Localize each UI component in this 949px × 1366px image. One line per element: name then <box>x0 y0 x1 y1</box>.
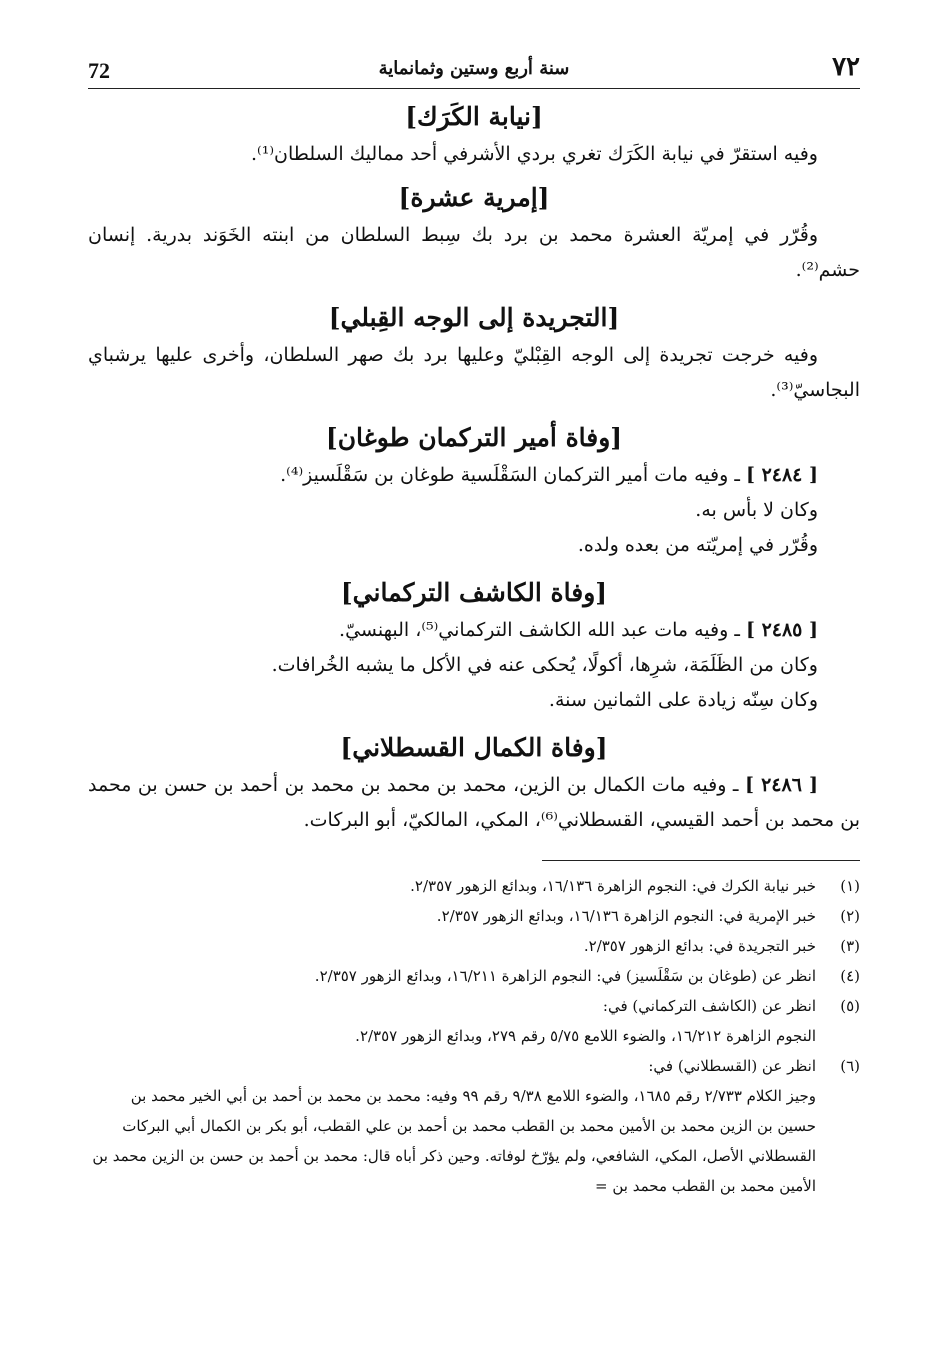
footnote-text: انظر عن (الكاشف التركماني) في: <box>602 997 816 1015</box>
page-number-latin: 72 <box>88 58 110 83</box>
footnote-text: انظر عن (القسطلاني) في: <box>648 1057 816 1075</box>
footnote-number: (٢) <box>840 907 860 925</box>
running-header <box>88 48 860 89</box>
footnote-number: (٣) <box>840 937 860 955</box>
footnote <box>88 1051 860 1081</box>
entry-number: [ ٢٤٨٥ ] <box>745 619 818 641</box>
footnote-text: انظر عن (طوغان بن سَقْلَسيز) في: النجوم الزاهرة ١٦/٢١١، وبدائع الزهور ٢/٣٥٧. <box>314 967 816 985</box>
paragraph: وقُرّر في إمريّة العشرة محمد بن برد بك سِبط السلطان من ابنته الخَوَند بدرية. إنسان حشم⁽²⁾. <box>88 224 860 281</box>
paragraph: وفيه استقرّ في نيابة الكَرَك تغري بردي الأشرفي أحد مماليك السلطان⁽¹⁾. <box>251 143 818 165</box>
footnote-separator <box>542 860 860 861</box>
section-heading: [وفاة الكاشف التركماني] <box>340 578 608 607</box>
footnote <box>88 901 860 931</box>
footnote-number: (١) <box>840 877 860 895</box>
paragraph: وقُرّر في إمريّته من بعده ولده. <box>577 534 818 556</box>
section-heading: [التجريدة إلى الوجه القِبلي] <box>328 303 620 332</box>
book-page <box>88 48 860 1201</box>
footnote-number: (٥) <box>840 997 860 1015</box>
paragraph: وكان من الظَلَمَة، شرِها، أكولًا، يُحكى عنه في الأكل ما يشبه الخُرافات. <box>271 654 818 676</box>
footnote-text: خبر التجريدة في: بدائع الزهور ٢/٣٥٧. <box>583 937 816 955</box>
footnote-continuation: النجوم الزاهرة ١٦/٢١٢، والضوء اللامع ٥/٧٥ رقم ٢٧٩، وبدائع الزهور ٢/٣٥٧. <box>355 1027 816 1045</box>
section-heading: [وفاة الكمال القسطلاني] <box>340 733 608 762</box>
footnote-number: (٤) <box>840 967 860 985</box>
section-heading: [نيابة الكَرَك] <box>405 102 543 131</box>
running-title: سنة أربع وستين وثمانماية <box>378 58 570 79</box>
footnote-number: (٦) <box>840 1057 860 1075</box>
footnote <box>88 931 860 961</box>
paragraph: وكان سِنّه زيادة على الثمانين سنة. <box>548 689 818 711</box>
entry-number: [ ٢٤٨٤ ] <box>745 464 818 486</box>
footnote <box>88 991 860 1021</box>
footnote-text: خبر نيابة الكرك في: النجوم الزاهرة ١٦/١٣٦، وبدائع الزهور ٢/٣٥٧. <box>410 877 816 895</box>
entry-paragraph <box>88 613 860 648</box>
footnote <box>88 871 860 901</box>
footnote <box>88 961 860 991</box>
entry-text: ـ وفيه مات عبد الله الكاشف التركماني⁽⁵⁾، البهنسيّ. <box>339 619 740 641</box>
entry-paragraph <box>88 768 860 838</box>
footnote-continuation: وجيز الكلام ٢/٧٣٣ رقم ١٦٨٥، والضوء اللامع ٩/٣٨ رقم ٩٩ وفيه: محمد بن محمد بن أحمد بن أبي الخير محمد بن حسين بن الزين محمد بن الأمين محمد بن القطب محمد بن أحمد بن علي القطب، أبو بكر بن الكمال أبي البركات القسطلاني الأصل، المكي، الشافعي، ولم يؤرّخ لوفاته. وحين ذكر أباه قال: محمد بن أحمد بن حسن بن الزين محمد بن الأمين محمد بن القطب محمد بن = <box>92 1087 816 1195</box>
entry-text: ـ وفيه مات أمير التركمان السَقْلَسية طوغان بن سَقْلَسيز⁽⁴⁾. <box>280 464 740 486</box>
entry-paragraph <box>88 458 860 493</box>
entry-text: ـ وفيه مات الكمال بن الزين، محمد بن محمد بن محمد بن أحمد بن حسن بن محمد بن محمد بن أحمد القيسي، القسطلاني⁽⁶⁾، المكي، المالكيّ، أبو البركات. <box>88 774 860 831</box>
entry-number: [ ٢٤٨٦ ] <box>745 774 818 796</box>
section-heading: [وفاة أمير التركمان طوغان] <box>325 423 623 452</box>
footnote-text: خبر الإمرية في: النجوم الزاهرة ١٦/١٣٦، وبدائع الزهور ٢/٣٥٧. <box>436 907 816 925</box>
paragraph: وكان لا بأس به. <box>695 499 818 521</box>
page-number-arabic: ٧٢ <box>832 52 860 82</box>
section-heading: [إمرية عشرة] <box>398 183 550 212</box>
paragraph: وفيه خرجت تجريدة إلى الوجه القِبْليّ وعليها برد بك صهر السلطان، وأخرى عليها يرشباي البجاسيّ⁽³⁾. <box>88 344 860 401</box>
footnotes <box>88 871 860 1201</box>
